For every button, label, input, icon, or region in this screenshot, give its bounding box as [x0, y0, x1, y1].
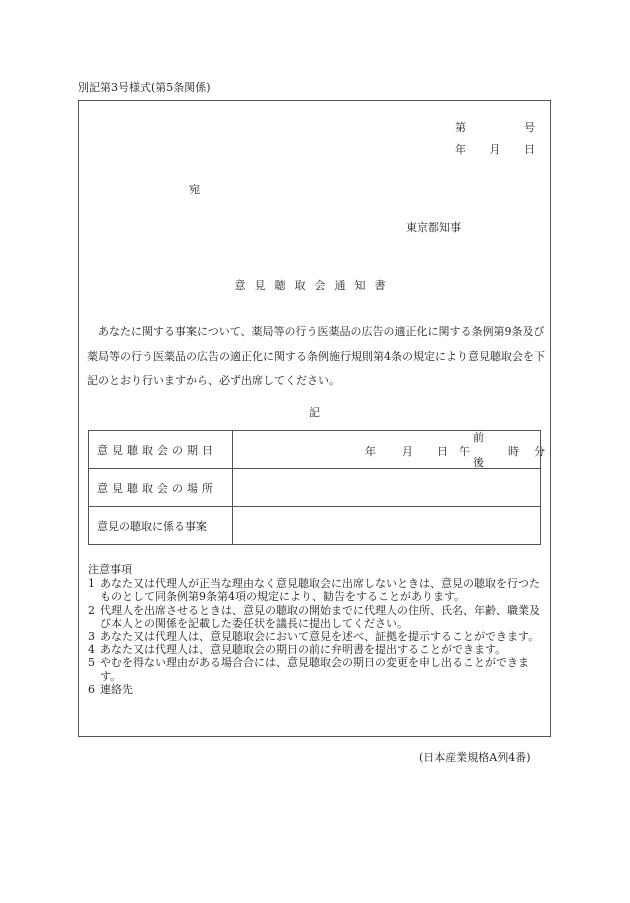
notice-body-sentence: あなたに関する事案について、薬局等の行う医薬品の広告の適正化に関する条例第9条及び薬局等の行う医薬品の広告の適正化に関する条例施行規則第4条の規定により意見聴取会を下記のとおり行いますから、必ず出席してください。: [87, 325, 545, 387]
hearing-case-label: 意見の聴取に係る事案: [89, 507, 233, 545]
note-text: あなた又は代理人は、意見聴取会の期日の前に弁明書を提出することができます。: [100, 643, 507, 657]
hearing-month-unit: 月: [402, 445, 413, 458]
notice-form-frame: [78, 100, 551, 737]
note-number: 2: [88, 603, 95, 617]
issue-date-line: [455, 141, 535, 157]
note-number: 5: [88, 656, 95, 670]
number-prefix: 第: [455, 121, 466, 134]
hearing-date-label: 意見聴取会の期日: [89, 431, 233, 469]
table-row-place: [89, 469, 541, 507]
hearing-case-value: [233, 507, 541, 545]
date-month-unit: 月: [489, 143, 501, 156]
notes-heading: 注意事項: [88, 563, 132, 576]
hearing-minute-unit: 分: [534, 445, 545, 458]
date-day-unit: 日: [524, 143, 535, 156]
date-year-unit: 年: [455, 143, 466, 156]
notice-body-text: [87, 320, 545, 394]
hearing-noon-unit: 午: [459, 445, 470, 458]
note-text: 連絡先: [100, 682, 133, 696]
paper-size-note: (日本産業規格A列4番): [419, 751, 531, 764]
note-text: あなた又は代理人は、意見聴取会において意見を述べ、証拠を提示することができます。: [100, 630, 540, 644]
note-number: 6: [88, 682, 95, 696]
document-number-line: [455, 119, 535, 135]
list-item: [88, 683, 548, 696]
table-row-case: [89, 507, 541, 545]
ki-heading: 記: [309, 406, 320, 419]
note-text: あなた又は代理人が正当な理由なく意見聴取会に出席しないときは、意見の聴取を行つたものとして同条例第9条第4項の規定により、勧告をすることがあります。: [100, 577, 540, 604]
hearing-date-value: [233, 431, 545, 469]
am-pm-stack: [473, 432, 484, 470]
note-text: やむを得ない理由がある場合合には、意見聴取会の期日の変更を申し出ることができます。: [100, 656, 529, 683]
hearing-year-unit: 年: [365, 445, 376, 458]
list-item: [88, 577, 548, 603]
sender-name: 東京都知事: [406, 221, 461, 234]
notes-list: [88, 577, 548, 696]
note-number: 4: [88, 643, 95, 657]
document-title: 意見聴取会通知書: [234, 279, 395, 292]
hearing-am-unit: 前: [473, 431, 484, 444]
note-text: 代理人を出席させるときは、意見の聴取の開始までに代理人の住所、氏名、年齢、職業及び本人との関係を記載した委任状を議長に提出してください。: [100, 603, 540, 630]
number-suffix: 号: [524, 121, 535, 134]
list-item: [88, 630, 548, 643]
note-number: 1: [88, 577, 95, 591]
list-item: [88, 656, 548, 682]
hearing-pm-unit: 後: [473, 456, 484, 469]
notes-section: [88, 563, 548, 696]
list-item: [88, 643, 548, 656]
hearing-day-unit: 日: [437, 445, 448, 458]
addressee-suffix: 宛: [189, 183, 200, 196]
hearing-place-value: [233, 469, 541, 507]
form-number-label: 別記第3号様式(第5条関係): [78, 81, 211, 94]
hearing-place-label: 意見聴取会の場所: [89, 469, 233, 507]
note-number: 3: [88, 630, 95, 644]
table-row-date: [89, 431, 541, 469]
list-item: [88, 604, 548, 630]
hearing-details-table: [88, 430, 545, 545]
hearing-hour-unit: 時: [508, 445, 519, 458]
